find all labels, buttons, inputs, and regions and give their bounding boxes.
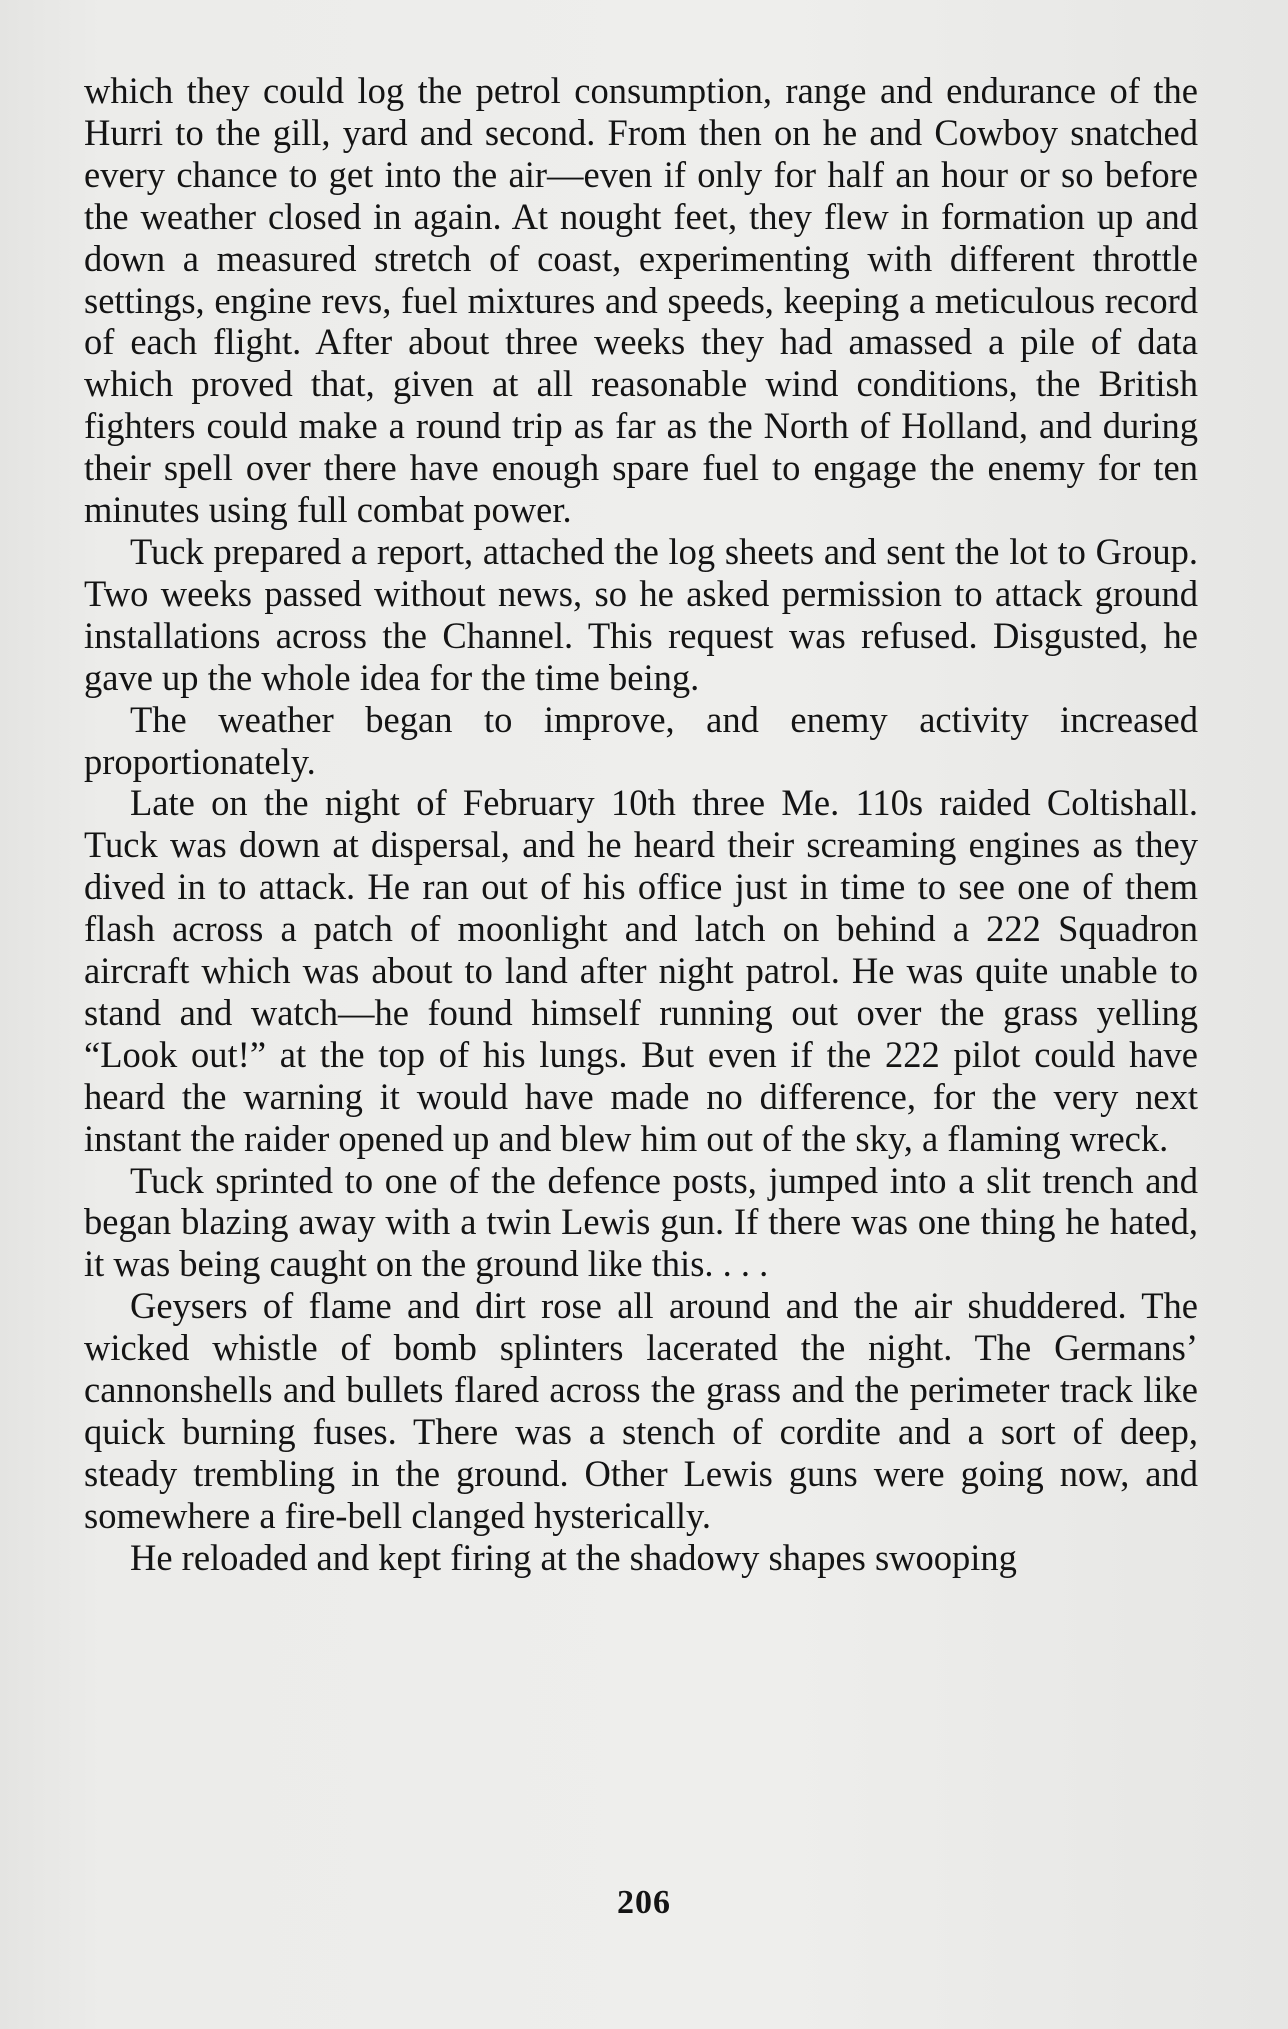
paragraph-continued: which they could log the petrol consumption, range and endurance of the Hurri to the gill, yard and second. From then on he and Cowboy snatched every chance to get into the air—even if only for half an hour or so before the weather closed in again. At nought feet, they flew in formation up and down a measured stretch of coast, experimenting with different throttle settings, engine revs, fuel mixtures and speeds, keeping a meticulous record of each flight. After about three weeks they had amassed a pile of data which proved that, given at all reasonable wind conditions, the British fighters could make a round trip as far as the North of Holland, and during their spell over there have enough spare fuel to engage the enemy for ten minutes using full combat power.: [84, 70, 1198, 531]
paragraph-geysers: Geysers of flame and dirt rose all around and the air shuddered. The wicked whistle of bomb splinters lacerated the night. The Germans’ cannonshells and bullets flared across the grass and the perimeter track like quick burning fuses. There was a stench of cordite and a sort of deep, steady trembling in the ground. Other Lewis guns were going now, and somewhere a fire-bell clanged hysterically.: [84, 1285, 1198, 1536]
page-number: 206: [617, 1884, 671, 1921]
paragraph-reloaded: He reloaded and kept firing at the shadowy shapes swooping: [130, 1536, 1017, 1578]
paragraph-weather: The weather began to improve, and enemy activity increased proportionately.: [84, 698, 1198, 782]
paragraph-raid: Late on the night of February 10th three Me. 110s raided Coltishall. Tuck was down at dispersal, and he heard their screaming engines as they dived in to attack. He ran out of his office just in time to see one of them flash across a patch of moonlight and latch on behind a 222 Squadron aircraft which was about to land after night patrol. He was quite unable to stand and watch—he found himself running out over the grass yelling “Look out!” at the top of his lungs. But even if the 222 pilot could have heard the warning it would have made no difference, for the very next instant the raider opened up and blew him out of the sky, a flaming wreck.: [84, 782, 1198, 1159]
paragraph-report: Tuck prepared a report, attached the log sheets and sent the lot to Group. Two weeks passed without news, so he asked permission to attack ground installations across the Channel. This request was refused. Disgusted, he gave up the whole idea for the time being.: [84, 530, 1198, 698]
body-text: [84, 70, 1198, 1579]
paragraph-trench: Tuck sprinted to one of the defence posts, jumped into a slit trench and began blazing away with a twin Lewis gun. If there was one thing he hated, it was being caught on the ground like this. . . .: [84, 1159, 1198, 1285]
